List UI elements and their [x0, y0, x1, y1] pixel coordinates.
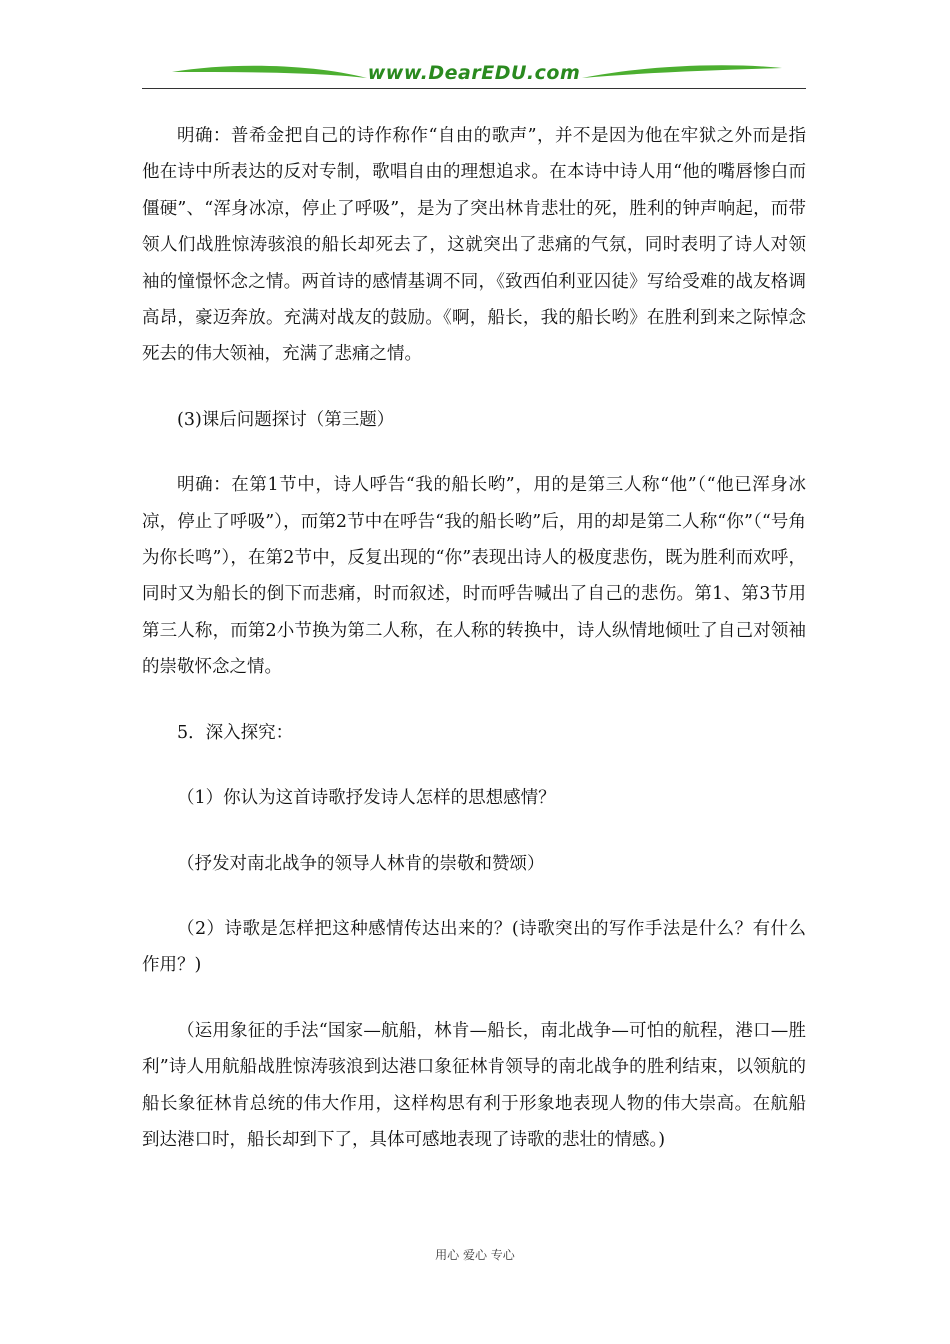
paragraph-section-5-heading: 5．深入探究：	[177, 722, 294, 743]
site-logo-text: www.DearEDU.com	[367, 62, 581, 84]
page-footer: 用心 爱心 专心	[435, 1248, 515, 1262]
paragraph-mingque-2: 明确：在第1节中，诗人呼告“我的船长哟”，用的是第三人称“他”（“他已浑身冰凉，停止了呼吸”），而第2节中在呼告“我的船长哟”后，用的却是第二人称“你”（“号角为你长鸣”），在第2节中，反复出现的“你”表现出诗人的极度悲伤，既为胜利而欢呼，同时又为船长的倒下而悲痛，时而叙述，时而呼告喊出了自己的悲伤。第1、第3节用第三人称，而第2小节换为第二人称，在人称的转换中，诗人纵情地倾吐了自己对领袖的崇敬怀念之情。	[142, 475, 806, 678]
paragraph-mingque-1: 明确：普希金把自己的诗作称作“自由的歌声”，并不是因为他在牢狱之外而是指他在诗中所表达的反对专制，歌唱自由的理想追求。在本诗中诗人用“他的嘴唇惨白而僵硬”、“浑身冰凉，停止了呼吸”，是为了突出林肯悲壮的死，胜利的钟声响起，而带领人们战胜惊涛骇浪的船长却死去了，这就突出了悲痛的气氛，同时表明了诗人对领袖的憧憬怀念之情。两首诗的感情基调不同，《致西伯利亚囚徒》写给受难的战友格调高昂，豪迈奔放。充满对战友的鼓励。《啊，船长，我的船长哟》在胜利到来之际悼念死去的伟大领袖，充满了悲痛之情。	[142, 126, 806, 365]
page-header	[142, 58, 806, 94]
paragraph-answer-1: （抒发对南北战争的领导人林肯的崇敬和赞颂）	[177, 853, 545, 874]
paragraph-answer-2: （运用象征的手法“国家—航船，林肯—船长，南北战争—可怕的航程，港口—胜利”诗人用航船战胜惊涛骇浪到达港口象征林肯领导的南北战争的胜利结束，以领航的船长象征林肯总统的伟大作用，这样构思有利于形象地表现人物的伟大崇高。在航船到达港口时，船长却到下了，具体可感地表现了诗歌的悲壮的情感。)	[142, 1020, 806, 1150]
document-body	[142, 118, 806, 1158]
paragraph-question-2: （2）诗歌是怎样把这种感情传达出来的？(诗歌突出的写作手法是什么？有什么作用？)	[142, 918, 806, 976]
paragraph-question-1: （1）你认为这首诗歌抒发诗人怎样的思想感情？	[177, 788, 556, 809]
header-rule	[142, 88, 806, 89]
paragraph-question-3-heading: (3)课后问题探讨（第三题）	[177, 409, 395, 430]
